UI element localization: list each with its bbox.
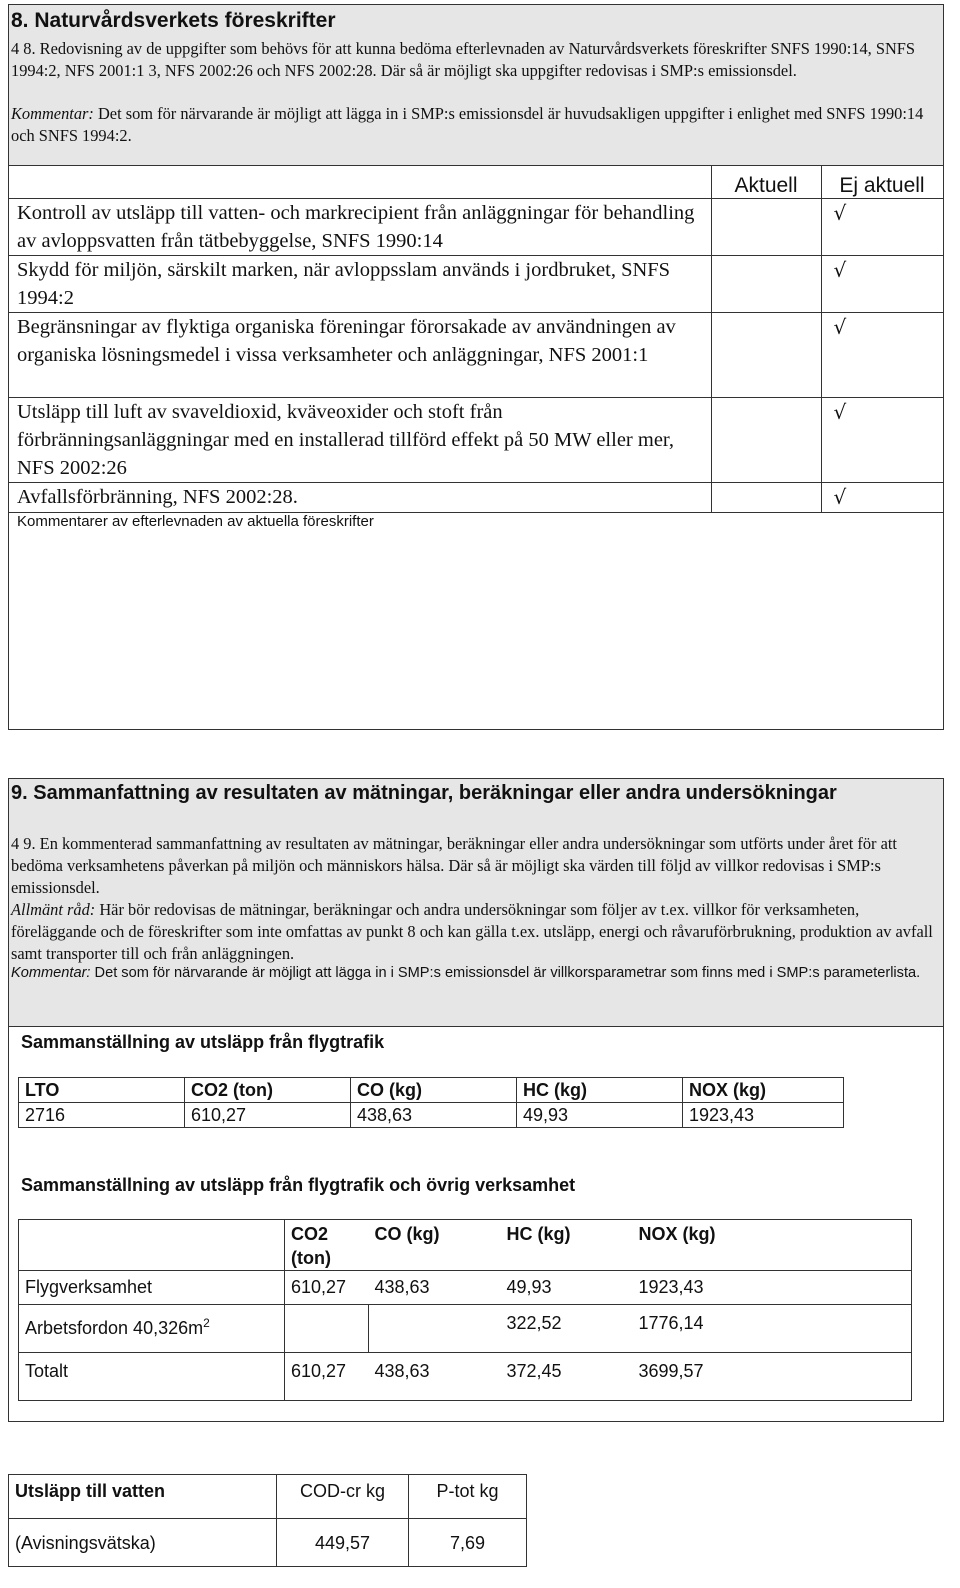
vatten-table xyxy=(8,1474,527,1567)
flygtrafik-title: Sammanställning av utsläpp från flygtrafik xyxy=(21,1032,385,1052)
ovrig-verksamhet-title: Sammanställning av utsläpp från flygtrafik och övrig verksamhet xyxy=(21,1175,576,1195)
ej-aktuell-check xyxy=(821,483,943,513)
table-header: NOX (kg) xyxy=(633,1220,912,1271)
regulation-row: Begränsningar av flyktiga organiska föreningar förorsakade av användningen av organiska lösningsmedel i vissa verksamheter och anläggningar, NFS 2001:1 xyxy=(9,313,711,398)
table-cell: 1923,43 xyxy=(683,1103,844,1128)
section-9-title: 9. Sammanfattning av resultaten av mätningar, beräkningar eller andra undersökningar xyxy=(11,782,837,804)
regulation-row: Kontroll av utsläpp till vatten- och markrecipient från anläggningar för behandling av avloppsvatten från tätbebyggelse, SNFS 1990:14 xyxy=(9,199,711,256)
allmant-rad-text: Här bör redovisas de mätningar, beräkningar och andra undersökningar som följer av t.ex. villkor för verksamheten, föreläggande och de föreskrifter som inte omfattas av punkt 8 och kan gälla t.ex. utsläpp, energi och råvaruförbrukning, produktion av avfall samt transporter till och från anläggningen. xyxy=(11,900,933,963)
comment-text: Det som för närvarande är möjligt att lägga in i SMP:s emissionsdel är villkorsparametrar som finns med i SMP:s parameterlista. xyxy=(90,965,921,981)
table-cell: 610,27 xyxy=(285,1353,369,1401)
row-label: Arbetsfordon $40,326m^2$ xyxy=(19,1305,285,1353)
regulation-row: Skydd för miljön, särskilt marken, när avloppsslam används i jordbruket, SNFS 1994:2 xyxy=(9,256,711,313)
comment-text: Det som för närvarande är möjligt att lägga in i SMP:s emissionsdel är huvudsakligen uppgifter i enlighet med SNFS 1990:14 och SNFS 1994:2. xyxy=(11,104,924,145)
col-ej-aktuell: Ej aktuell xyxy=(821,165,943,199)
check-icon: √ xyxy=(833,400,847,424)
table-header: Utsläpp till vatten xyxy=(9,1475,277,1519)
ej-aktuell-check xyxy=(821,398,943,483)
row-label: Totalt xyxy=(19,1353,285,1401)
ovrig-verksamhet-table xyxy=(18,1219,912,1401)
row-label: (Avisningsvätska) xyxy=(9,1519,277,1567)
section-8-comment xyxy=(11,103,936,147)
table-cell: 438,63 xyxy=(369,1271,501,1305)
table-cell: 438,63 xyxy=(351,1103,517,1128)
check-icon: √ xyxy=(833,201,847,225)
section-9-header xyxy=(9,779,943,1027)
table-header: NOX (kg) xyxy=(683,1078,844,1103)
check-icon: √ xyxy=(833,315,847,339)
table-header: CO2 (ton) xyxy=(285,1220,369,1271)
section-8-header xyxy=(9,5,943,166)
table-cell: 449,57 xyxy=(277,1519,409,1567)
table-header: LTO xyxy=(19,1078,185,1103)
table-header: HC (kg) xyxy=(501,1220,633,1271)
kommentarer-label: Kommentarer av efterlevnaden av aktuella föreskrifter xyxy=(17,513,374,530)
section-9 xyxy=(8,778,944,1422)
table-cell: 49,93 xyxy=(501,1271,633,1305)
table-cell: 438,63 xyxy=(369,1353,501,1401)
table-cell: 7,69 xyxy=(409,1519,527,1567)
table-header: P-tot kg xyxy=(409,1475,527,1519)
flygtrafik-table xyxy=(18,1077,844,1128)
row-label: Flygverksamhet xyxy=(19,1271,285,1305)
regulations-table xyxy=(9,165,944,513)
section-8-title: 8. Naturvårdsverkets föreskrifter xyxy=(11,9,336,32)
comment-label: Kommentar: xyxy=(11,104,94,123)
table-cell: 610,27 xyxy=(285,1271,369,1305)
table-cell xyxy=(285,1305,369,1353)
table-cell: 372,45 xyxy=(501,1353,633,1401)
ej-aktuell-check xyxy=(821,256,943,313)
table-cell: 322,52 xyxy=(501,1305,633,1353)
table-cell xyxy=(369,1305,501,1353)
ej-aktuell-check xyxy=(821,313,943,398)
table-header xyxy=(19,1220,285,1271)
ej-aktuell-check xyxy=(821,199,943,256)
section-9-comment xyxy=(11,963,936,984)
allmant-rad-label: Allmänt råd: xyxy=(11,900,96,919)
table-header: COD-cr kg xyxy=(277,1475,409,1519)
table-header: CO (kg) xyxy=(369,1220,501,1271)
table-cell: 49,93 xyxy=(517,1103,683,1128)
table-cell: 610,27 xyxy=(185,1103,351,1128)
col-aktuell: Aktuell xyxy=(711,165,821,199)
section-8 xyxy=(8,4,944,730)
comment-label: Kommentar: xyxy=(11,965,91,981)
section-8-intro: 4 8. Redovisning av de uppgifter som behövs för att kunna bedöma efterlevnaden av Naturvårdsverkets föreskrifter SNFS 1990:14, SNFS 1994:2, NFS 2001:1 3, NFS 2002:26 och NFS 2002:28. Där så är möjligt ska uppgifter redovisas i SMP:s emissionsdel. xyxy=(11,39,916,80)
table-cell: 3699,57 xyxy=(633,1353,912,1401)
table-cell: 2716 xyxy=(19,1103,185,1128)
table-cell: 1923,43 xyxy=(633,1271,912,1305)
check-icon: √ xyxy=(833,485,847,509)
table-header: CO (kg) xyxy=(351,1078,517,1103)
table-header: HC (kg) xyxy=(517,1078,683,1103)
table-cell: 1776,14 xyxy=(633,1305,912,1353)
table-header: CO2 (ton) xyxy=(185,1078,351,1103)
check-icon: √ xyxy=(833,258,847,282)
regulation-row: Utsläpp till luft av svaveldioxid, kväveoxider och stoft från förbränningsanläggningar med en installerad tillförd effekt på 50 MW eller mer, NFS 2002:26 xyxy=(9,398,711,483)
regulation-row: Avfallsförbränning, NFS 2002:28. xyxy=(9,483,711,513)
section-9-text: 4 9. En kommenterad sammanfattning av resultaten av mätningar, beräkningar eller andra undersökningar som utförts under året för att bedöma verksamhetens påverkan på miljön och människors hälsa. Där så är möjligt ska värden till följd av villkor redovisas i SMP:s emissionsdel. Allmänt råd: Här bör redovisas de mätningar, beräkningar och andra undersökningar som följer av t.ex. villkor för verksamheten, föreläggande och de föreskrifter som inte omfattas av punkt 8 och kan gälla t.ex. utsläpp, energi och råvaruförbrukning, produktion av avfall samt transporter till och från anläggningen. xyxy=(11,834,933,963)
